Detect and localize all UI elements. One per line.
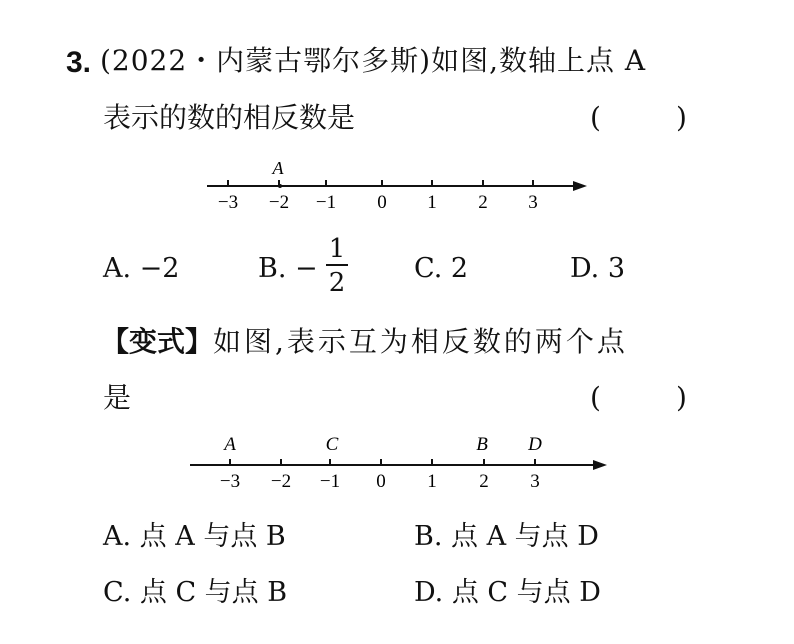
fraction-bar: [326, 264, 348, 266]
option-c[interactable]: C. 2: [414, 253, 469, 284]
fraction-denominator: 2: [328, 268, 346, 298]
fraction-numerator: 1: [328, 234, 346, 264]
nl2-tick-label-3: 0: [376, 471, 386, 492]
variant-option-b[interactable]: B. 点 A 与点 D: [414, 521, 599, 552]
point-c-label: C: [325, 434, 339, 455]
nl2-tick-label-4: 1: [427, 471, 437, 492]
nl1-tick-label-5: 2: [478, 192, 488, 213]
answer-paren-close: ): [676, 101, 687, 134]
nl1-tick-label-6: 3: [528, 192, 538, 213]
answer-paren-open: (: [590, 101, 601, 134]
nl1-tick-label-3: 0: [377, 192, 387, 213]
nl2-tick-label-6: 3: [530, 471, 540, 492]
variant-option-c[interactable]: C. 点 C 与点 B: [103, 577, 288, 608]
variant-paren-open: (: [590, 381, 601, 414]
nl1-tick-label-2: −1: [315, 192, 337, 213]
variant-tag: 【变式】: [101, 325, 214, 358]
number-line-2: [0, 425, 794, 500]
variant-paren-close: ): [676, 381, 687, 414]
question-stem-line2: 表示的数的相反数是: [103, 101, 356, 134]
option-b-prefix[interactable]: B. −: [258, 253, 318, 284]
nl2-tick-label-2: −1: [319, 471, 341, 492]
option-d[interactable]: D. 3: [570, 253, 626, 284]
option-a[interactable]: A. −2: [103, 253, 180, 284]
question-stem-line1: (2022・内蒙古鄂尔多斯)如图,数轴上点 A: [100, 44, 647, 77]
number-line-1: [0, 150, 794, 220]
nl1-tick-label-4: 1: [427, 192, 437, 213]
point-a-label: A: [224, 434, 236, 455]
nl1-tick-label-0: −3: [217, 192, 239, 213]
nl2-tick-label-1: −2: [270, 471, 292, 492]
variant-stem-line2: 是: [103, 381, 132, 414]
point-d-label: D: [528, 434, 542, 455]
variant-option-a[interactable]: A. 点 A 与点 B: [103, 521, 286, 552]
nl2-tick-label-5: 2: [479, 471, 489, 492]
variant-stem-line1: 如图,表示互为相反数的两个点: [213, 325, 628, 358]
nl1-tick-label-1: −2: [268, 192, 290, 213]
question-number: 3.: [66, 46, 92, 79]
point-a-label: A: [272, 158, 284, 178]
point-a-marker: [278, 184, 282, 188]
variant-option-d[interactable]: D. 点 C 与点 D: [414, 577, 601, 608]
nl2-tick-label-0: −3: [219, 471, 241, 492]
point-b-label: B: [476, 434, 488, 455]
